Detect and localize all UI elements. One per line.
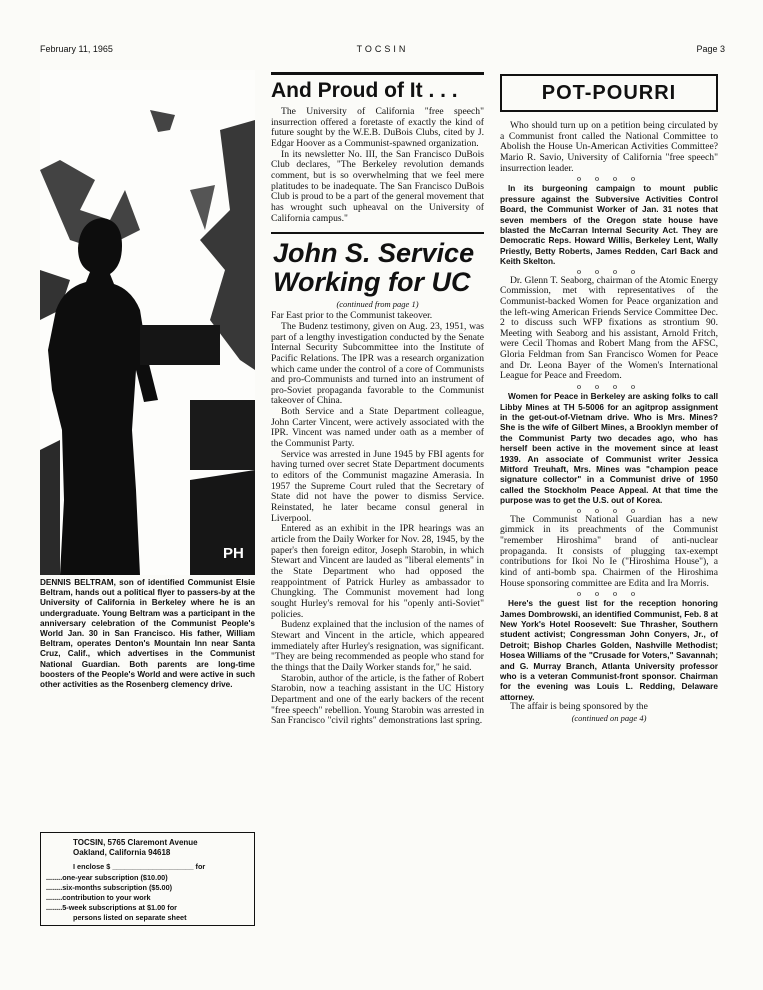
potpourri-item-6 [500, 598, 718, 702]
potpourri-title: POT-POURRI [500, 74, 718, 112]
headline-line-2: Working for UC [273, 267, 471, 298]
masthead: TOCSIN [356, 44, 409, 54]
separator: o o o o [577, 382, 641, 392]
address-line-2: Oakland, California 94618 [73, 848, 171, 857]
paragraph: Starobin, author of the article, is the father of Robert Starobin, now a teaching assistant in the UC History Department and one of the early backers of the recent "free speech" rebellion. Young Starobin was arrested in San Francisco "civil rights" demonstrations last spring. [271, 672, 484, 727]
potpourri-item-4 [500, 391, 718, 505]
potpourri-item-1 [500, 121, 718, 174]
photo-caption: DENNIS BELTRAM, son of identified Communist Elsie Beltram, hands out a political flyer to passers-by at the University of California in Berkeley where he is an undergraduate. Young Beltram was a participant in the anniversary celebration of the Communist People's World Jan. 30 in San Francisco. His father, William Beltram, operates Denton's Mountain Inn near Santa Cruz, Calif., which advertises in the Communist National Guardian. Both parents are long-time boosters of the People's World and were active in such other activities as the Rosenberg clemency drive. [40, 578, 255, 690]
paragraph: Far East prior to the Communist takeover. [271, 310, 433, 322]
article-service [271, 311, 484, 727]
potpourri-column [500, 74, 718, 725]
headline-proud: And Proud of It . . . [271, 79, 458, 102]
photo-column [40, 70, 255, 690]
potpourri-item-2 [500, 183, 718, 266]
separator: o o o o [577, 589, 641, 599]
paragraph: The affair is being sponsored by the [510, 701, 648, 713]
subscription-coupon [40, 832, 255, 926]
center-column [271, 72, 484, 727]
potpourri-item-5 [500, 515, 718, 590]
enclose-line[interactable]: I enclose $ ____________________ for [73, 862, 206, 871]
option-five-week-cont: persons listed on separate sheet [73, 913, 187, 922]
address-line-1: TOCSIN, 5765 Claremont Avenue [73, 838, 198, 847]
continued-on-note: (continued on page 4) [571, 712, 647, 723]
separator: o o o o [577, 266, 641, 276]
issue-date: February 11, 1965 [40, 44, 113, 54]
option-six-months[interactable]: ........six-months subscription ($5.00) [46, 883, 173, 892]
page-header [40, 44, 725, 58]
photo-illustration [40, 70, 255, 575]
potpourri-item-7 [500, 702, 718, 713]
top-rule [271, 72, 484, 75]
article-proud [271, 107, 484, 224]
option-one-year[interactable]: ........one-year subscription ($10.00) [46, 873, 168, 882]
potpourri-item-3 [500, 276, 718, 383]
section-rule [271, 232, 484, 234]
page-number: Page 3 [696, 44, 725, 54]
paragraph: Here's the guest list for the reception honoring James Dombrowski, an identified Communist, Feb. 8 at New York's Hotel Roosevelt: Sue Thrasher, Southern student activist; Congressman John Conyers, Jr., of Detroit; Bishop Charles Golden, Nashville Methodist; Hosea Williams of the "Crusade for Voters," Savannah; and G. Murray Branch, Atlanta University professor who is a veteran Communist-front sponsor. Chairman for the evening was Louis L. Redding, Delaware attorney. [500, 598, 718, 702]
headline-service [273, 239, 484, 297]
paragraph: Budenz explained that the inclusion of the names of Stewart and Vincent in the article, which appeared immediately after Hurley's resignation, was significant. "They are being recommended as people who stand for the things that the Daily Worker stands for," he said. [271, 619, 484, 673]
paragraph: The Communist National Guardian has a new gimmick in its preachments of the Communist "remember Hiroshima" brand of anti-nuclear propaganda. It consists of plugging tax-exempt contributions for Ikoi No Ie ("Hiroshima House"), a kind of anti-bomb spa. Chairmen of the Hiroshima House sponsoring committee are Edita and Ira Morris. [500, 513, 718, 589]
option-contribution[interactable]: ........contribution to your work [46, 893, 151, 902]
continued-note: (continued from page 1) [336, 299, 419, 310]
paragraph: The Budenz testimony, given on Aug. 23, 1951, was part of a lengthy investigation conducted by the Senate Internal Security Subcommittee into the Institute of Pacific Relations. The IPR was a research organization which came under the control of a core of Communists and pro-Communists and turned into an instrument of pro-Soviet propaganda favorable to the Communist takeover of China. [271, 320, 484, 407]
paragraph: Women for Peace in Berkeley are asking folks to call Libby Mines at TH 5-5006 for an agitprop assignment in the get-out-of-Vietnam drive. Who is Mrs. Mines? She is the wife of Gilbert Mines, a Brooklyn member of the Communist Party two decades ago, who has herself been active in the movement since at least 1939. An associate of Communist writer Jessica Mitford Treuhaft, Mrs. Mines was "champion peace signature collector" in a Communist drive of 1950 called the Stockholm Peace Appeal. At that time the purpose was to get the U.S. out of Korea. [500, 391, 718, 506]
paragraph: In its burgeoning campaign to mount public pressure against the Subversive Activities Control Board, the Communist Worker of Jan. 31 notes that seven members of the Oregon state house have blasted the McCarran Internal Security Act. They are Democratic Reps. Howard Willis, Berkeley Lent, Wally Priestly, Betty Roberts, James Redden, Carl Back and Keith Skelton. [500, 183, 718, 267]
separator: o o o o [577, 505, 641, 515]
paragraph: Entered as an exhibit in the IPR hearings was an article from the Daily Worker for Nov. 28, 1945, by the paper's then foreign editor, Joseph Starobin, in which Stewart and Vincent are lauded as "liberal elements" in the State Department who had opposed the reappointment of Patrick Hurley as ambassador to Chungking. The Communist movement had long sought Hurley's removal for his "openly anti-Soviet" policies. [271, 523, 484, 620]
headline-line-1: John S. Service [273, 238, 475, 269]
paragraph: Who should turn up on a petition being circulated by a Communist front called the National Committee to Abolish the House Un-American Activities Committee? Mario R. Savio, University of California "free speech" insurrection leader. [500, 120, 718, 174]
paragraph: In its newsletter No. III, the San Francisco DuBois Club declares, "The Berkeley revolution demands comment, but is so overwhelming that we feel mere platitudes to be inadequate. The San Francisco DuBois Club is proud to be a part of the general movement that has wrought such upheaval on the University of California campus." [271, 148, 484, 224]
paragraph: Service was arrested in June 1945 by FBI agents for having turned over secret State Department documents to editors of the Communist magazine Amerasia. In 1957 the Supreme Court ruled that the Secretary of State did not have the power to dismiss Service. Reinstated, he later became consul general in Liverpool. [271, 448, 484, 524]
paragraph: Dr. Glenn T. Seaborg, chairman of the Atomic Energy Commission, met with representatives of the Communist-backed Women for Peace organization and the left-wing American Friends Service Committee Dec. 2 to discuss such WFP fixations as strontium 90. Meeting with Seaborg and his assistant, Arnold Fritch, were Cecil Thomas and Robert Mang from the AFSC, Gloria Feldman from San Francisco Women for Peace and Dr. Leona Bayer of the Women's International League for Peace and Freedom. [500, 274, 718, 382]
separator: o o o o [577, 174, 641, 184]
coupon-address [73, 838, 198, 858]
news-photo [40, 70, 255, 575]
photo-mark: PH [223, 545, 244, 562]
paragraph: Both Service and a State Department colleague, John Carter Vincent, were actively associated with the IPR. Vincent was named under oath as a member of the Communist Party. [271, 406, 484, 450]
option-five-week[interactable]: ........5-week subscriptions at $1.00 for [46, 903, 177, 912]
paragraph: The University of California "free speech" insurrection offered a foretaste of exactly the kind of future sought by the W.E.B. DuBois Clubs, cited by J. Edgar Hoover as a Communist-spawned organization. [271, 106, 484, 149]
